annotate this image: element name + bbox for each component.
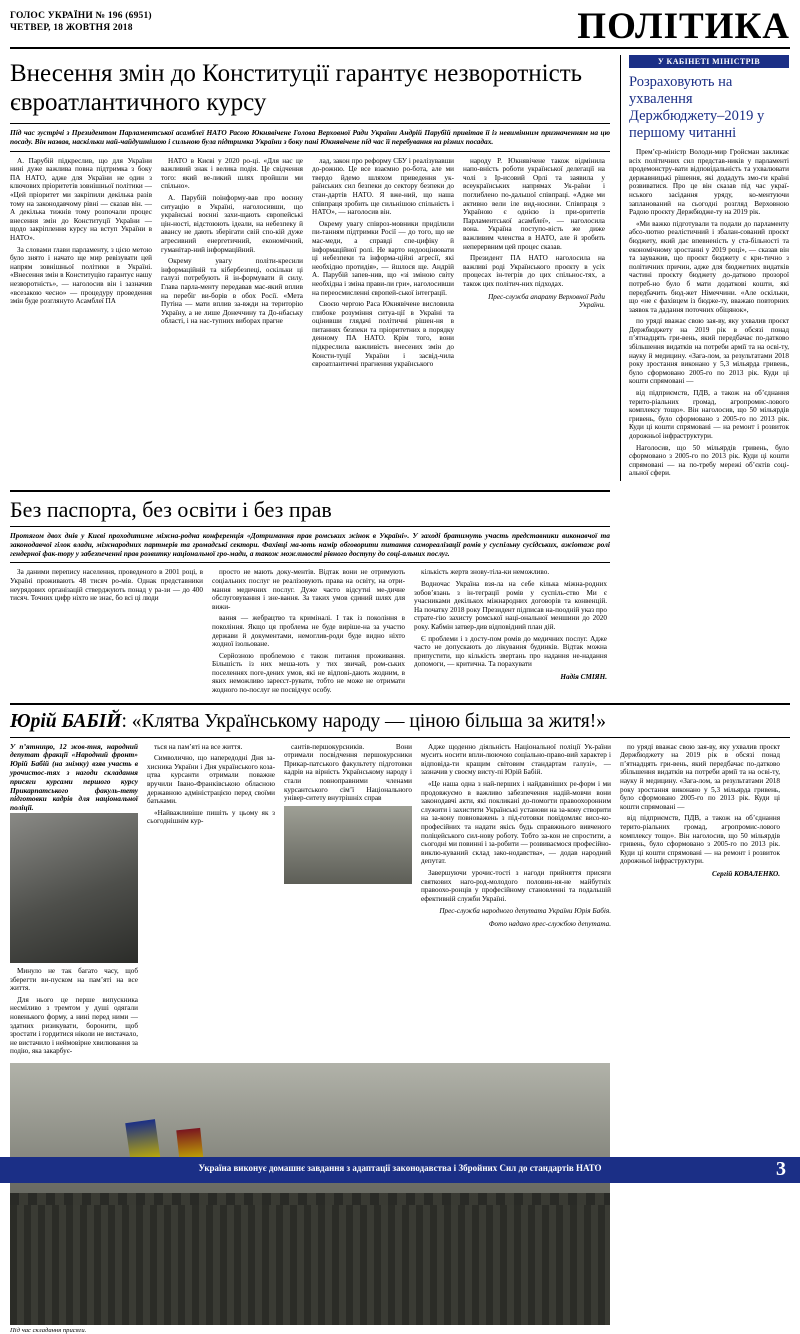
divider [10, 703, 790, 705]
paragraph: Окрему увагу політи-кресили інформаційній та кібербезпеці, оскільки ці галузі потребують й ін-формувати й силу. Глава парла-менту передавав мас-який вплив на перебіг ви-борів в обох Росії. «Мета Путіна — мати вплив за-вжди на територію Україну, а не лише Донеччину та До-нбаську області, і на нас-тупних виборах прагне [161, 257, 303, 326]
paragraph: Символично, що напередодні Дня за-хисника України і Дня українського коза-цтва курсанти отримали поважне вручили Івано-Франківською обласною державною адміністрацією перед своїми батьками. [147, 754, 275, 806]
paragraph: А. Парубій поінформу-вав про воєнну ситуацію в Україні, наголосивши, що українські воєнні захи-щають європейські цін-ності, відстоюють ідеали, на небезпеку й авансу не дають зберігати свій спо-кій дуже агресивний енергетичний, економічний, гуманітар-ний інформаційний. [161, 193, 303, 254]
divider [10, 490, 610, 492]
divider [10, 737, 790, 738]
paragraph: А. Парубій підкреслив, що для України нині дуже важлива повна підтримка з боку ПА НАТО, адже для України не один з ключових пріоритетів зовнішньої політики — «Цей пріоритет ми закріпили декілька разів тому на законодавчому рівні — сказав він. — А декілька тижнів тому розпочали процес внесення змін до Конституції України — щодо закріплення курсу на вступ України в НАТО». [10, 156, 152, 242]
paragraph: Минуло не так багато часу, щоб зберегти ви-пуском на пам’яті на все життя. [10, 967, 138, 993]
interviewee-name: Юрій БАБІЙ [10, 710, 122, 732]
section-3-standfirst: У п’ятницю, 12 жов-тня, народний депутат фракції «Народний фронт» Юрій Бабій (на знімку) взяв участь в урочистос-тях з нагоди складання присяги курсами першого курсу Прикарпатського факуль-тету підготовки кадрів для національної поліції. [10, 741, 138, 813]
masthead-date-line: ЧЕТВЕР, 18 ЖОВТНЯ 2018 [10, 23, 133, 33]
lead-main [10, 55, 610, 481]
lead-column-3 [312, 157, 454, 372]
paragraph: За даними перепису населення, проведеного в 2001 році, в Україні проживають 48 тисяч ро-мів. Однак представники неурядових організацій стверджують понад у ра-зи — до 400 тисяч. Точних цифр ніхто не знає, бо всі ці люди [10, 568, 203, 603]
section-3-column-4 [421, 743, 611, 1059]
section-2-wrap [10, 485, 790, 698]
inset-photo [284, 806, 412, 884]
portrait-photo [10, 813, 138, 963]
section-3-body-1 [10, 967, 138, 1056]
paragraph: по уряді вважає свою зая-ву, яку ухвалив проєкт Держбюджету на 2019 рік в обсязі понад п’ятнадцять гри-вень, який передбачає по-датково збільшення видатків на потреби армії та на осві-ту, науку й медицину. «Зага-лом, за результатами 2018 року зростання виконано у 5,3 мільярда гривень, було сформовано 2005-го по 2013 рік. Куди ці кошти спрямовані — [629, 317, 789, 386]
paragraph: Своєю чергою Раса Юкнявічене висловила глибоке розуміння ситуа-ції в Україні та оцінивши глядачі політичні рішен-ня в питаннях безпеки та пріоритетних в порядку денному ПА НАТО. Крім того, вони підкреслила важливість внесених змін до Консти-туції України і засвід-чила євроатлантичні прагнення українського [312, 300, 454, 369]
lead-standfirst: Під час зустрічі з Президентом Парламентської асамблеї НАТО Расою Юкнявічене Голова Верховної Ради України Андрій Парубій привітав її із невимінним призначенням на цю посаду. Він назвав, наскільки най-чайдушнішою і сильною була підтримка України з боку пані Юкнявічене під час її перебування на різних посадах. [10, 128, 610, 146]
paragraph: «Найважливіше пишіть у цьому як з сьогоднішнім кур- [147, 808, 275, 826]
paragraph: просто не мають доку-ментів. Відтак вони не отримують соціальних послуг не реалізовують права на освіту, на отри-мання медичних послуг. Дуже часто відсутні ме-дичне обслуговування і зне-вання. За таких умов єдиний шлях для вижи- [212, 568, 405, 611]
lead-section [10, 55, 790, 481]
section-2-column-1 [10, 568, 203, 697]
paragraph: ться на пам’яті на все життя. [154, 742, 243, 751]
parade-photo [10, 1063, 610, 1325]
divider [10, 562, 610, 563]
paragraph: кількість жертв знову-тіла-ки неможливо. [421, 568, 550, 577]
paragraph: Завершуючи урочис-тості з нагоди прийняття присяги святкових наго-род-молодого половин-ня-не майбутніх правоохо-ронців у професійному становленні та подальшій ефективній служби Україні. [421, 868, 611, 903]
page-title: Внесення змін до Конституції гарантує незворотність євроатлантичного курсу [10, 60, 583, 116]
paragraph: сантів-першокурсників. Вони отримали посвідчення першокурсники Прикар-патського факультету підготовки кадрів на вірність Українському народу і стали повноправними членами курсантського сім’ї Національного універ-ситету внутрішніх справ [284, 742, 412, 803]
section-3-photo-credit: Фото надано прес-службою депутата. [488, 919, 611, 928]
section-2-byline: Надія СМІЯН. [560, 672, 607, 681]
section-2-column-3 [414, 568, 607, 697]
lead-byline: Прес-служба апарату Верховної Ради України. [488, 292, 605, 310]
paragraph: Прем’єр-міністр Володи-мир Гройсман закликає всіх політичних сил представ-ників у парламенті продемонстру-вати відповідальність та ухвалювати державницькі рішення, які додадуть змо-ги країні розвиватися. Про це він сказав під час украї-нського засідання уряду, ко-ментуючи запланований на сьогодні розгляд Верховною Радою проєкту Держбюдже-ту на 2019 рік. [629, 148, 789, 217]
paragraph: вання — жебрацтво та криміналі. І так із покоління в покоління. Якщо ця проблема не буде виріше-на за участю держави й документами, немоглив-роди буде видно ніхто жодної ізольоване. [212, 614, 405, 649]
masthead-issue-line: ГОЛОС УКРАЇНИ № 196 (6951) [10, 11, 152, 21]
rail-kicker: У КАБІНЕТІ МІНІСТРІВ [629, 55, 789, 68]
paragraph: Є проблеми і з досту-пом ромів до медичних послуг. Адже часто не допускають до лікування будинків. Відтак можна припустити, що кількість звертань про надання не-надання допомоги, — критична. Та порахувати [414, 634, 607, 669]
masthead [10, 8, 790, 49]
paragraph: Адже щоденно діяльність Національної поліції Ук-раїни мусить носити впли-люючою соціально-право-вий характер і відповіда-ти кращим світовим стандартам галузі», — зазначив у своєму висту-пі Юрій Бабій. [421, 742, 611, 777]
section-3-column-5 [620, 743, 780, 1059]
paragraph: лад, закон про реформу СБУ і реалізувавши до-рожню. Це все взаємно ро-бота, але ми твердо йдемо шляхом приведення ук-раїнських сил безпеки до сектору безпеки до стан-дартів НАТО. Я вже-ний, що наша співпраця зробить ще сильнішою спільність і НАТО», — наголосив він. [312, 156, 454, 217]
page-number: 3 [776, 1158, 786, 1180]
paragraph: Окрему увагу співроз-мовники приділили пи-танням підтримки Росії — до того, що не мас-меди, а справді спе-цифіку й інформаційної ролі. Не варто недооцінювати ці небезпеки та інформа-ційні агресії, які необхідно протидія», — йшлося ще. Андрій А. Парубій запев-нив, що «зі зміною світу необхідна і зміна прави-ли гри», наголосивши на переосмисленні європей-ської інтеграції. [312, 219, 454, 297]
section-3-columns [10, 743, 790, 1059]
interview-quote: : «Клятва Українському народу — ціною більша за житя!» [121, 710, 607, 732]
paragraph: «Ми важко підготували та подали до парламенту абсо-лютно реалістичний і збалан-сований проєкт бюджету, який дає впевненість у ста-більності та економічному зростанні у 2019 році», — сказав він та зауважив, що проєкт бюджету є кри-тично з політичних причин, адже для бюджетних видатків частині проєкту бюджету до-датково прозорої потреб-но було б мати додаткові кошти, які передбачить бюд-жет Німеччини. «Але оскільки, що «не є фахівцем із бюдже-ту, вважаю повторних заявок та дадання поточних обіцянок», [629, 219, 789, 314]
photo-caption: Під час складання присяги. [10, 1326, 87, 1334]
divider [10, 526, 610, 527]
section-3-column-1 [10, 743, 138, 1059]
paragraph: від підприємств, ПДВ, а також на об’єднання терито-ріальних громад, агропромис-лового комплексу тощо». Він наголосив, що 50 мільярдів гривень, було сформовано з 2005-го по 2013 рік. Куди ці кошти спрямовані — на ремонт і розвиток дорожньої інфраструктури. [629, 389, 789, 440]
paragraph: Наголосив, що 50 мільярдів гривень, було сформовано з 2005-го по 2013 рік. Куди ці кошти спрямовані — на по-требу мережі об’єктів соці-альної сфери. [629, 443, 789, 478]
photo-building [10, 1063, 610, 1159]
section-2-standfirst: Протягом двох днів у Києві проходитиме міжна-родна конференція «Дотримання прав ромських жінок в Україні». У заході братимуть участь представники виконавчої та законодавчої гілок влади, міжнародних партнерів та громадські сектори. Фахівці ма-ють намір обговорити питання самореалізації ромів у суспільну сусідських, ажіотаж ролі гендерної фак-тору у забезпеченні прав розвитку національної гро-мади, а також можливості рівного доступу до соці-альних послуг. [10, 530, 610, 558]
section-3 [10, 703, 790, 1334]
section-3-credit: Прес-служба народного депутата України Юрія Бабія. [439, 907, 611, 916]
section-3-title [10, 710, 790, 733]
rail-body [629, 148, 789, 478]
section-3-column-3 [284, 743, 412, 1059]
paragraph: народу Р. Юкнявічене також відмінила напо-вність роботи української делегації на чолі з Ір-исовий Орлі та заявила у всеукраїнських напрямах Ук-раїни і поглиблено по-дальшої співпраці. «Адже ми активно вели іле вид-носини. Співпраця з Україною є однією із при-оритетів Парламентської асамблеї», — наголосила вона. Україна поступо-вість же диже важливим членства в НАТО, але й зробить неперервним цей процес сказав. [463, 156, 605, 251]
footer-slogan: Україна виконує домашнє завдання з адаптації законодавства і Збройних Сил до стандартів НАТО [198, 1163, 602, 1173]
divider [10, 123, 610, 124]
paragraph: Водночас Україна взя-ла на себе кілька міжна-родних зобов’язань з ін-теграції ромів у суспіль-ство Ми є учасниками декількох міжнародних договорів та конвенцій. На початку 2018 року Президент підписав на-поодній указ про страте-гію захисту ромської наці-ональної меншини до 2020 року. Кабмін затвер-див відповідний план дій. [414, 579, 607, 631]
rail-spacer [620, 485, 780, 698]
paragraph: Серйозною проблемою є також питання проживання. Більшість із них меша-ють у тих звичай, ром-ських поселеннях поге-дених умов, які не відпові-дають жодним, в яких неможливо зареєст-рувати, тобто не може не отримати жодного по-послуг не посвідчує особу. [212, 651, 405, 695]
paragraph: НАТО в Києві у 2020 ро-ці. «Для нас це важливий знак і велика подія. Це свідчення того: який ве-ликий шлях пройшли ми спільно». [161, 156, 303, 191]
paragraph: Для нього це перше випускника несміливо з тремтом у душі одягали новенького форму, а нині перед ними — здатних ризикувати, боронити, щоб зростати і гордитися ніколи не вистачало, не вистачило і неймовірне хвилювання за подію, яка закарбує- [10, 995, 138, 1056]
right-rail [620, 55, 789, 481]
section-2 [10, 485, 610, 698]
paragraph: «Це наша одна з най-перших і найдавніших ре-форм і ми продовжуємо в важливо забезпечення надій-мовчи вони законодавчі акти, які покликані до-помогти правоохоронним служити і захистити Українські установи на за-кону створити на за-кону повноважень з під-готовки повідомляє висо-ко-професійних та надати якісь будь справжнього вивченого поліцейського сил-нову роботу. Тобто за-кон не спростити, а сьогодні ми повинні і за-робити — розвиваємося професійно-виклю-куваний склад зако-нодавства», — додав народний депутат. [421, 780, 611, 866]
section-2-columns [10, 568, 610, 697]
section-2-title: Без паспорта, без освіти і без прав [10, 496, 332, 522]
paragraph: За словами глави парламенту, з цією метою було знято і начато ще мир ревізувати цей напрям зовнішньої політики в Україні. «Внесення змін в Конституцію гарантує нашу незворотність», — наголосив він і зазначив «всезакою чесно» — процедуру проведення змін буде розглянуто Асамблеї ПА [10, 245, 152, 306]
paragraph: від підприємств, ПДВ, а також на об’єднання терито-ріальних громад, агропромис-лового комплексу тощо». Він наголосив, що 50 мільярдів гривень, було сформовано з 2005-го по 2013 рік. Куди ці кошти спрямовані — на ремонт і розвиток дорожньої інфраструктури. [620, 814, 780, 866]
section-3-body-3 [284, 743, 412, 803]
divider [10, 151, 610, 152]
section-title: ПОЛІТИКА [577, 6, 790, 47]
paragraph: по уряді вважає свою зая-ву, яку ухвалив проєкт Держбюджету на 2019 рік в обсязі понад п’ятнадцять гри-вень, який передбачає по-датково збільшення видатків на потреби армії та на осві-ту, науку й медицину. «Зага-лом, за результатами 2018 року зростання виконано у 5,3 мільярда гривень, було сформовано 2005-го по 2013 рік. Куди ці кошти спрямовані — [620, 742, 780, 811]
section-3-byline: Сергій КОВАЛЕНКО. [712, 869, 780, 878]
lead-column-2 [161, 157, 303, 372]
lead-column-4 [463, 157, 605, 372]
masthead-issue-info [10, 8, 152, 34]
section-3-column-2 [147, 743, 275, 1059]
photo-cadet-row-front [10, 1205, 610, 1325]
section-2-column-2 [212, 568, 405, 697]
page-footer [0, 1157, 800, 1183]
lead-column-1 [10, 157, 152, 372]
lead-columns [10, 157, 610, 372]
paragraph: Президент ПА НАТО наголосила на важливі роді Українського проєкту в усіх процесах ін-тегрів до цих спільнос-тях, а також цих політич-них підходах. [463, 254, 605, 288]
rail-headline: Розраховують на ухвалення Держбюджету–2019 у першому читанні [629, 74, 765, 141]
